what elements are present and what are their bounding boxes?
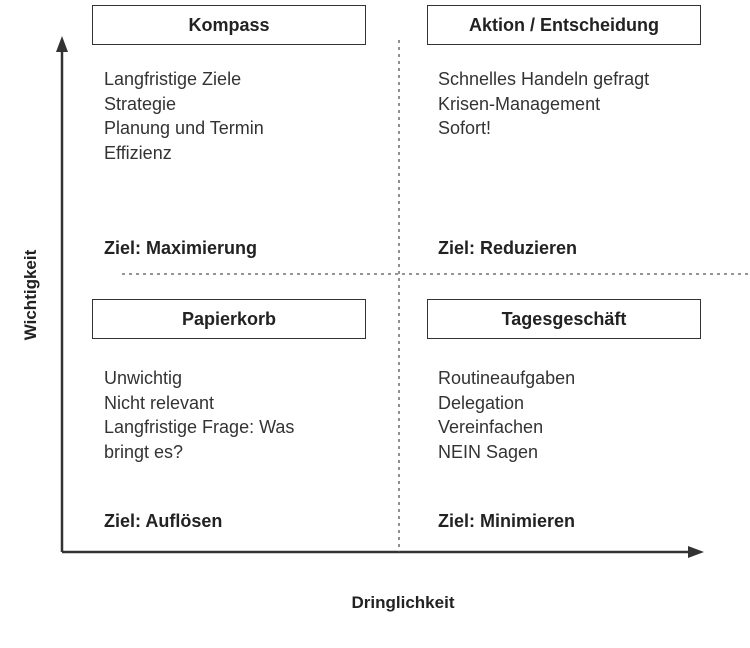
quadrant-goal: Ziel: Auflösen: [104, 511, 223, 531]
list-item: Unwichtig: [104, 368, 183, 388]
quadrant-title-box-tagesgeschaeft: [427, 299, 701, 339]
quadrant-item-list: [438, 366, 575, 464]
list-item: Langfristige Frage: Was: [104, 417, 295, 437]
quadrant-item-list: [104, 366, 294, 464]
quadrant-title: Tagesgeschäft: [501, 308, 627, 329]
quadrant-title: Aktion / Entscheidung: [468, 14, 659, 35]
list-item: Krisen-Management: [438, 93, 601, 114]
y-axis-arrowhead: [56, 36, 68, 52]
quadrant-goal: Ziel: Reduzieren: [438, 238, 578, 258]
x-axis-arrowhead: [688, 546, 704, 558]
quadrant-item-list: [438, 67, 649, 141]
quadrant-title-box-aktion: [427, 5, 701, 45]
quadrant-goal: Ziel: Maximierung: [104, 238, 258, 258]
list-item: Effizienz: [104, 142, 172, 163]
list-item: Langfristige Ziele: [104, 69, 242, 89]
list-item: Vereinfachen: [438, 417, 544, 437]
list-item: Strategie: [104, 93, 177, 114]
list-item: NEIN Sagen: [438, 441, 539, 462]
list-item: bringt es?: [104, 441, 184, 462]
quadrant-title: Papierkorb: [181, 308, 277, 329]
list-item: Sofort!: [438, 118, 492, 138]
quadrant-title-box-papierkorb: [92, 299, 366, 339]
y-axis-label: Wichtigkeit: [21, 249, 40, 341]
quadrant-title: Kompass: [188, 14, 270, 35]
x-axis-label: Dringlichkeit: [351, 593, 455, 612]
list-item: Delegation: [438, 392, 525, 413]
list-item: Planung und Termin: [104, 118, 264, 138]
quadrant-title-box-kompass: [92, 5, 366, 45]
quadrant-goal: Ziel: Minimieren: [438, 511, 576, 531]
list-item: Nicht relevant: [104, 392, 215, 413]
list-item: Schnelles Handeln gefragt: [438, 69, 650, 89]
quadrant-item-list: [104, 67, 264, 165]
list-item: Routineaufgaben: [438, 368, 576, 388]
